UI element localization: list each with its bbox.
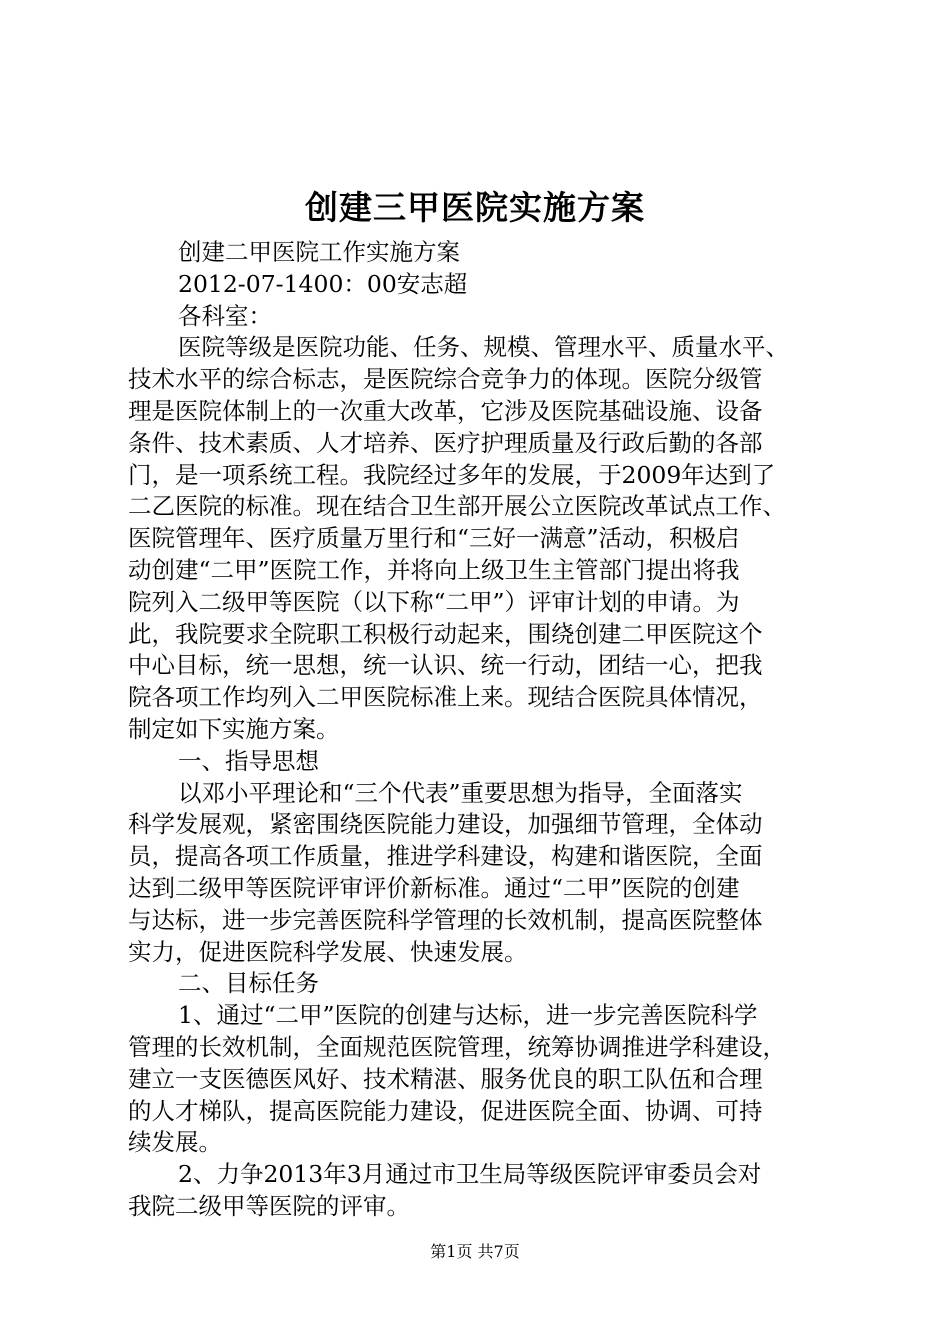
text-line: 此，我院要求全院职工积极行动起来，围绕创建二甲医院这个 bbox=[128, 619, 763, 648]
text-line: 一、指导思想 bbox=[178, 746, 319, 775]
text-line: 条件、技术素质、人才培养、医疗护理质量及行政后勤的各部 bbox=[128, 428, 763, 457]
document-title: 创建三甲医院实施方案 bbox=[305, 188, 645, 227]
text-line: 以邓小平理论和“三个代表”重要思想为指导，全面落实 bbox=[178, 778, 743, 807]
text-line: 实力，促进医院科学发展、快速发展。 bbox=[128, 937, 528, 966]
text-line: 续发展。 bbox=[128, 1128, 222, 1157]
text-line: 2、力争2013年3月通过市卫生局等级医院评审委员会对 bbox=[178, 1160, 762, 1189]
text-line: 门，是一项系统工程。我院经过多年的发展，于2009年达到了 bbox=[128, 460, 776, 489]
text-line: 员，提高各项工作质量，推进学科建设，构建和谐医院，全面 bbox=[128, 842, 763, 871]
text-line: 我院二级甲等医院的评审。 bbox=[128, 1191, 410, 1220]
text-line: 各科室： bbox=[178, 301, 272, 330]
text-line: 达到二级甲等医院评审评价新标准。通过“二甲”医院的创建 bbox=[128, 873, 740, 902]
text-line: 科学发展观，紧密围绕医院能力建设，加强细节管理，全体动 bbox=[128, 810, 763, 839]
text-line: 理是医院体制上的一次重大改革，它涉及医院基础设施、设备 bbox=[128, 396, 763, 425]
text-line: 制定如下实施方案。 bbox=[128, 714, 340, 743]
text-line: 2012-07-1400：00安志超 bbox=[178, 269, 468, 298]
text-line: 创建二甲医院工作实施方案 bbox=[178, 238, 460, 266]
text-line: 管理的长效机制，全面规范医院管理，统筹协调推进学科建设， bbox=[128, 1032, 786, 1061]
text-line: 的人才梯队，提高医院能力建设，促进医院全面、协调、可持 bbox=[128, 1096, 763, 1125]
text-line: 动创建“二甲”医院工作，并将向上级卫生主管部门提出将我 bbox=[128, 555, 740, 584]
text-line: 院列入二级甲等医院（以下称“二甲”）评审计划的申请。为 bbox=[128, 587, 740, 616]
text-line: 与达标，进一步完善医院科学管理的长效机制，提高医院整体 bbox=[128, 905, 763, 934]
text-line: 技术水平的综合标志，是医院综合竞争力的体现。医院分级管 bbox=[128, 365, 763, 394]
text-line: 二、目标任务 bbox=[178, 969, 319, 998]
text-line: 医院管理年、医疗质量万里行和“三好一满意”活动，积极启 bbox=[128, 524, 740, 553]
text-line: 院各项工作均列入二甲医院标准上来。现结合医院具体情况， bbox=[128, 683, 763, 712]
text-line: 1、通过“二甲”医院的创建与达标，进一步完善医院科学 bbox=[178, 1001, 758, 1030]
text-line: 二乙医院的标准。现在结合卫生部开展公立医院改革试点工作、 bbox=[128, 492, 786, 521]
document-body bbox=[128, 237, 850, 1223]
text-line: 中心目标，统一思想，统一认识、统一行动，团结一心，把我 bbox=[128, 651, 763, 680]
page-footer: 第1页 共7页 bbox=[430, 1242, 520, 1261]
text-line: 建立一支医德医风好、技术精湛、服务优良的职工队伍和合理 bbox=[128, 1064, 763, 1093]
text-line: 医院等级是医院功能、任务、规模、管理水平、质量水平、 bbox=[178, 333, 789, 362]
